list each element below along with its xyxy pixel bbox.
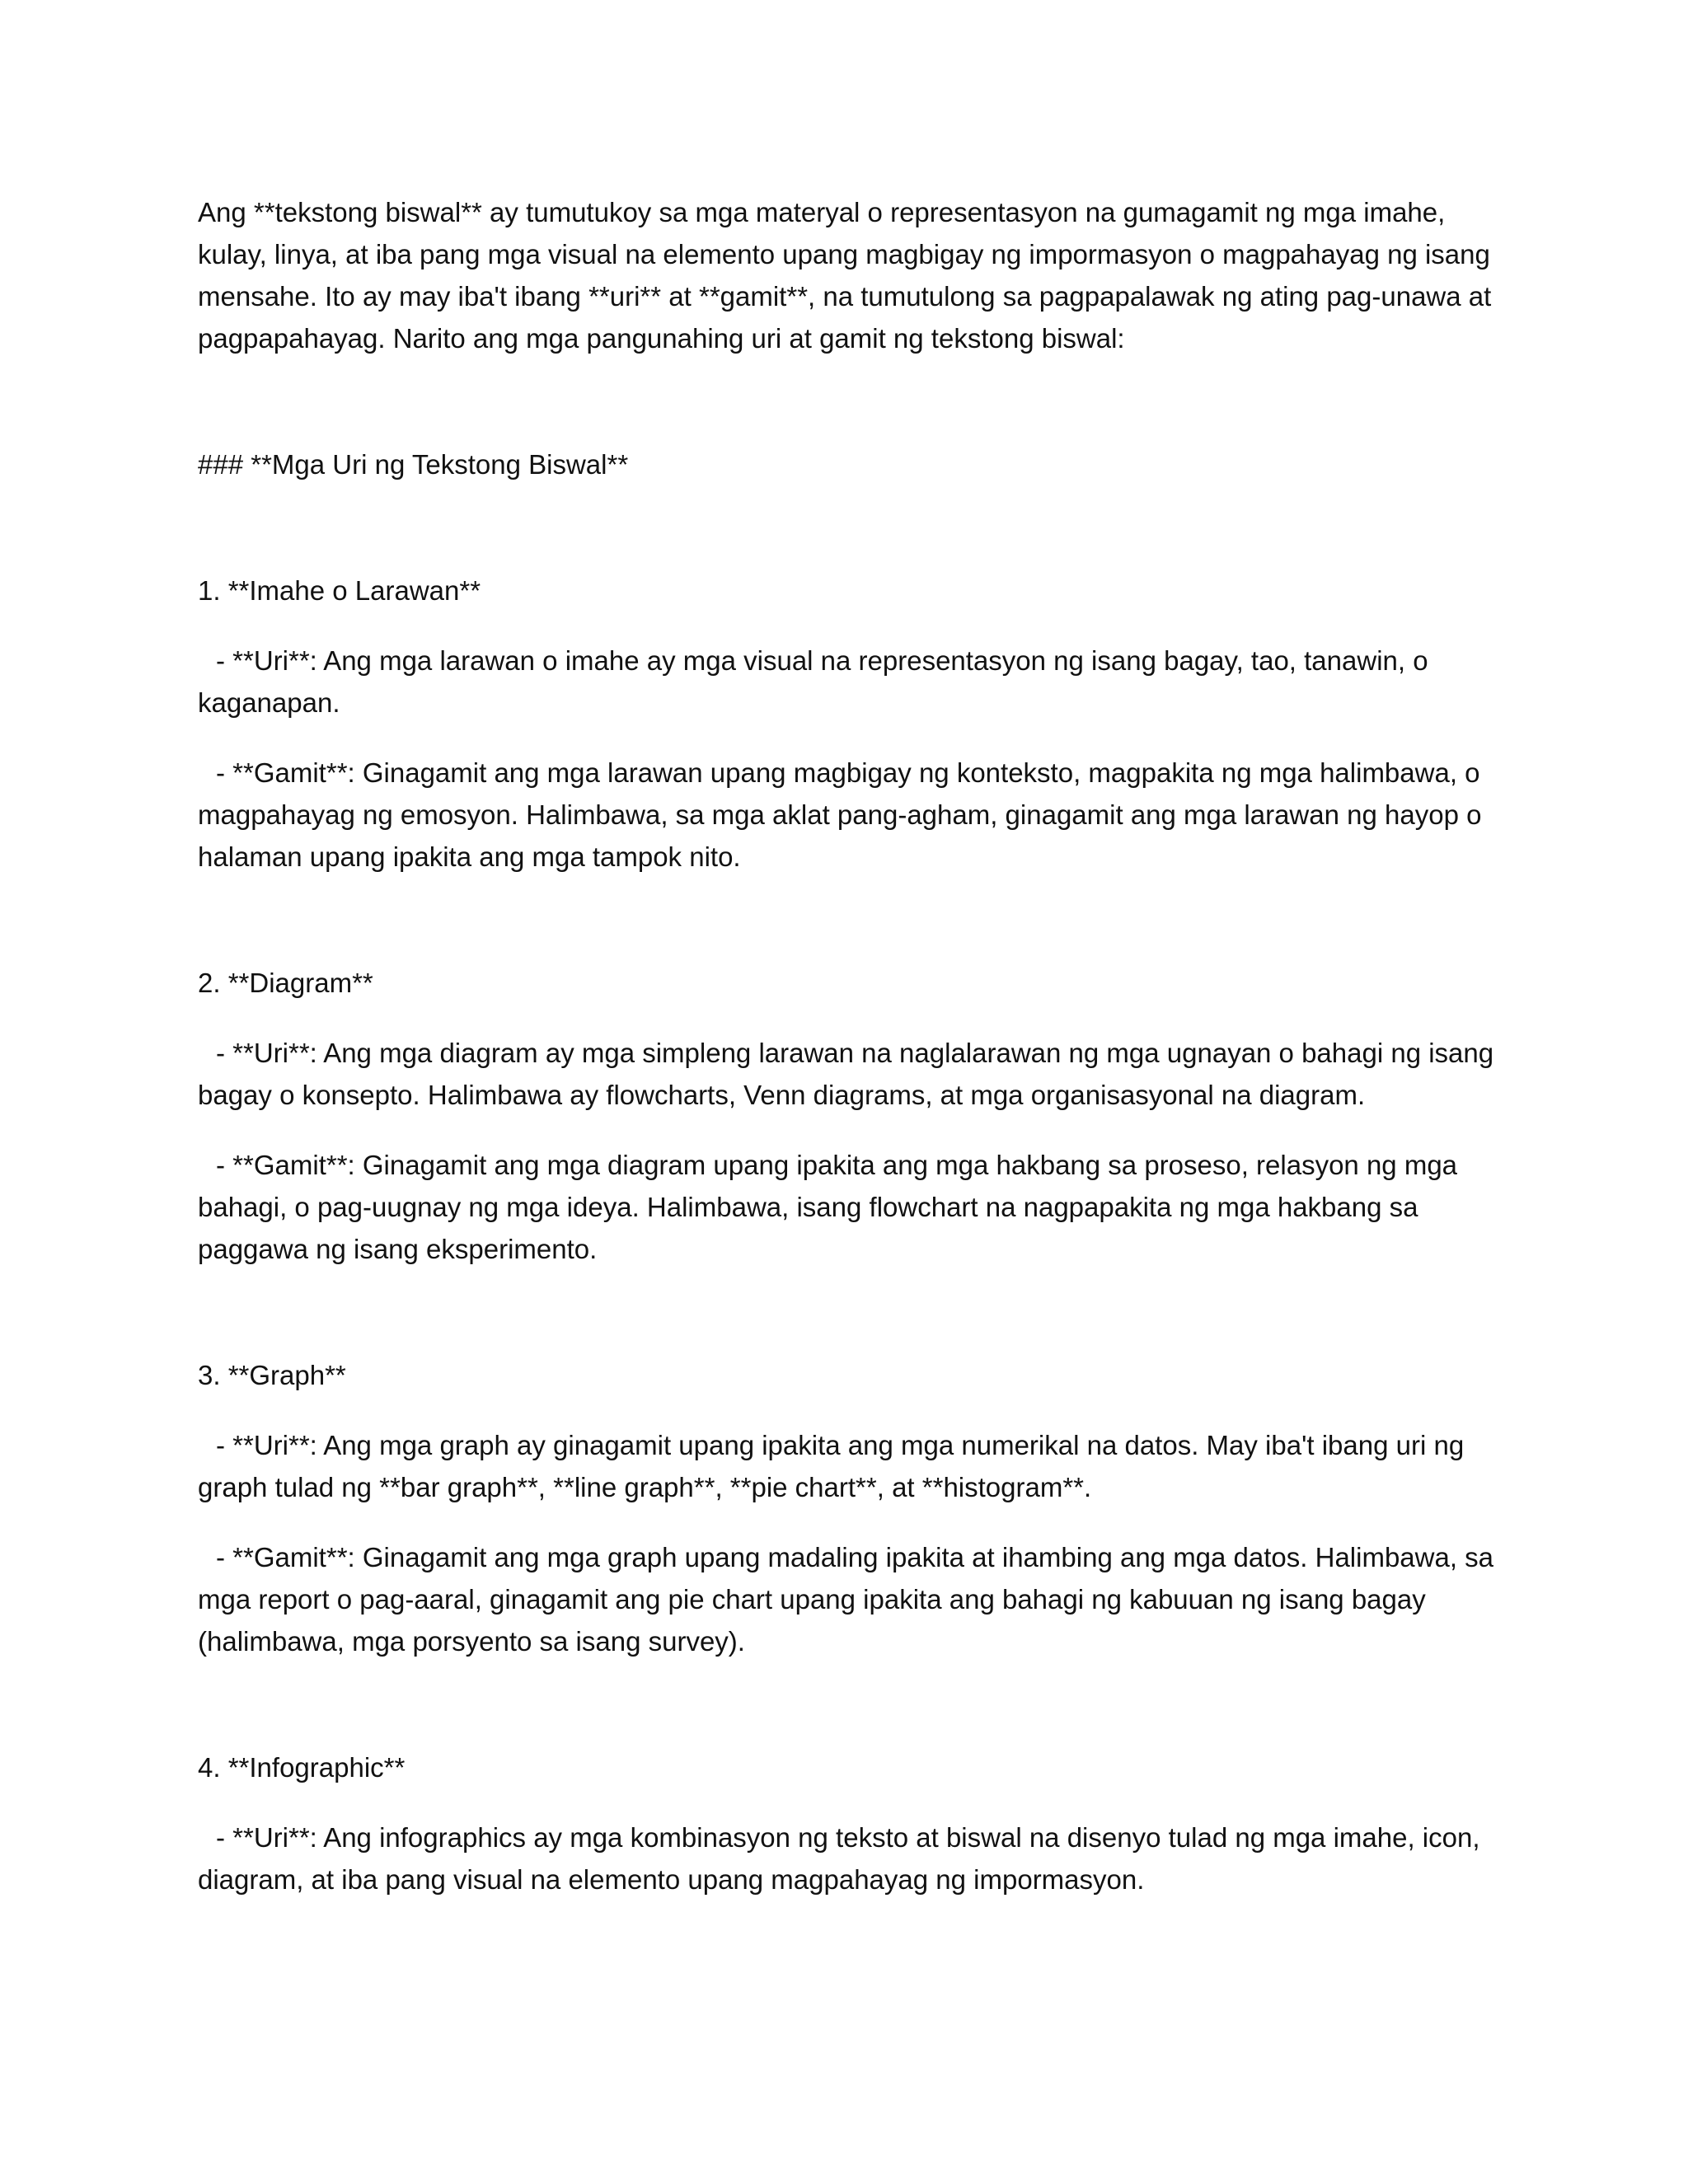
section-title: 2. **Diagram**	[198, 968, 373, 998]
gamit-paragraph: - **Gamit**: Ginagamit ang mga graph upang madaling ipakita at ihambing ang mga datos. Halimbawa, sa mga report o pag-aaral, ginagamit ang pie chart upang ipakita ang bahagi ng kabuuan ng isang bagay (halimbawa, mga porsyento sa isang survey).	[198, 1542, 1494, 1657]
gamit-paragraph: - **Gamit**: Ginagamit ang mga diagram upang ipakita ang mga hakbang sa proseso, relasyon ng mga bahagi, o pag-uugnay ng mga ideya. Halimbawa, isang flowchart na nagpapakita ng mga hakbang sa paggawa ng isang eksperimento.	[198, 1150, 1458, 1264]
section-title: 1. **Imahe o Larawan**	[198, 575, 481, 606]
section-title: 4. **Infographic**	[198, 1752, 406, 1783]
section-heading: ### **Mga Uri ng Tekstong Biswal**	[198, 449, 629, 480]
section-graph	[198, 1354, 1500, 1662]
uri-paragraph: - **Uri**: Ang mga diagram ay mga simpleng larawan na naglalarawan ng mga ugnayan o bahagi ng isang bagay o konsepto. Halimbawa ay flowcharts, Venn diagrams, at mga organisasyonal na diagram.	[198, 1038, 1494, 1110]
section-diagram	[198, 962, 1500, 1270]
gamit-paragraph: - **Gamit**: Ginagamit ang mga larawan upang magbigay ng konteksto, magpakita ng mga halimbawa, o magpahayag ng emosyon. Halimbawa, sa mga aklat pang-agham, ginagamit ang mga larawan ng hayop o halaman upang ipakita ang mga tampok nito.	[198, 757, 1482, 872]
uri-paragraph: - **Uri**: Ang mga graph ay ginagamit upang ipakita ang mga numerikal na datos. May iba't ibang uri ng graph tulad ng **bar graph**, **line graph**, **pie chart**, at **histogram**.	[198, 1430, 1465, 1502]
document-body	[198, 191, 1500, 1900]
uri-paragraph: - **Uri**: Ang infographics ay mga kombinasyon ng teksto at biswal na disenyo tulad ng mga imahe, icon, diagram, at iba pang visual na elemento upang magpahayag ng impormasyon.	[198, 1822, 1480, 1895]
intro-paragraph: Ang **tekstong biswal** ay tumutukoy sa mga materyal o representasyon na gumagamit ng mga imahe, kulay, linya, at iba pang mga visual na elemento upang magbigay ng impormasyon o magpahayag ng isang mensahe. Ito ay may iba't ibang **uri** at **gamit**, na tumutulong sa pagpapalawak ng ating pag-unawa at pagpapahayag. Narito ang mga pangunahing uri at gamit ng tekstong biswal:	[198, 197, 1492, 354]
section-imahe	[198, 569, 1500, 878]
section-infographic	[198, 1746, 1500, 1900]
section-title: 3. **Graph**	[198, 1360, 346, 1390]
uri-paragraph: - **Uri**: Ang mga larawan o imahe ay mga visual na representasyon ng isang bagay, tao, tanawin, o kaganapan.	[198, 645, 1428, 718]
